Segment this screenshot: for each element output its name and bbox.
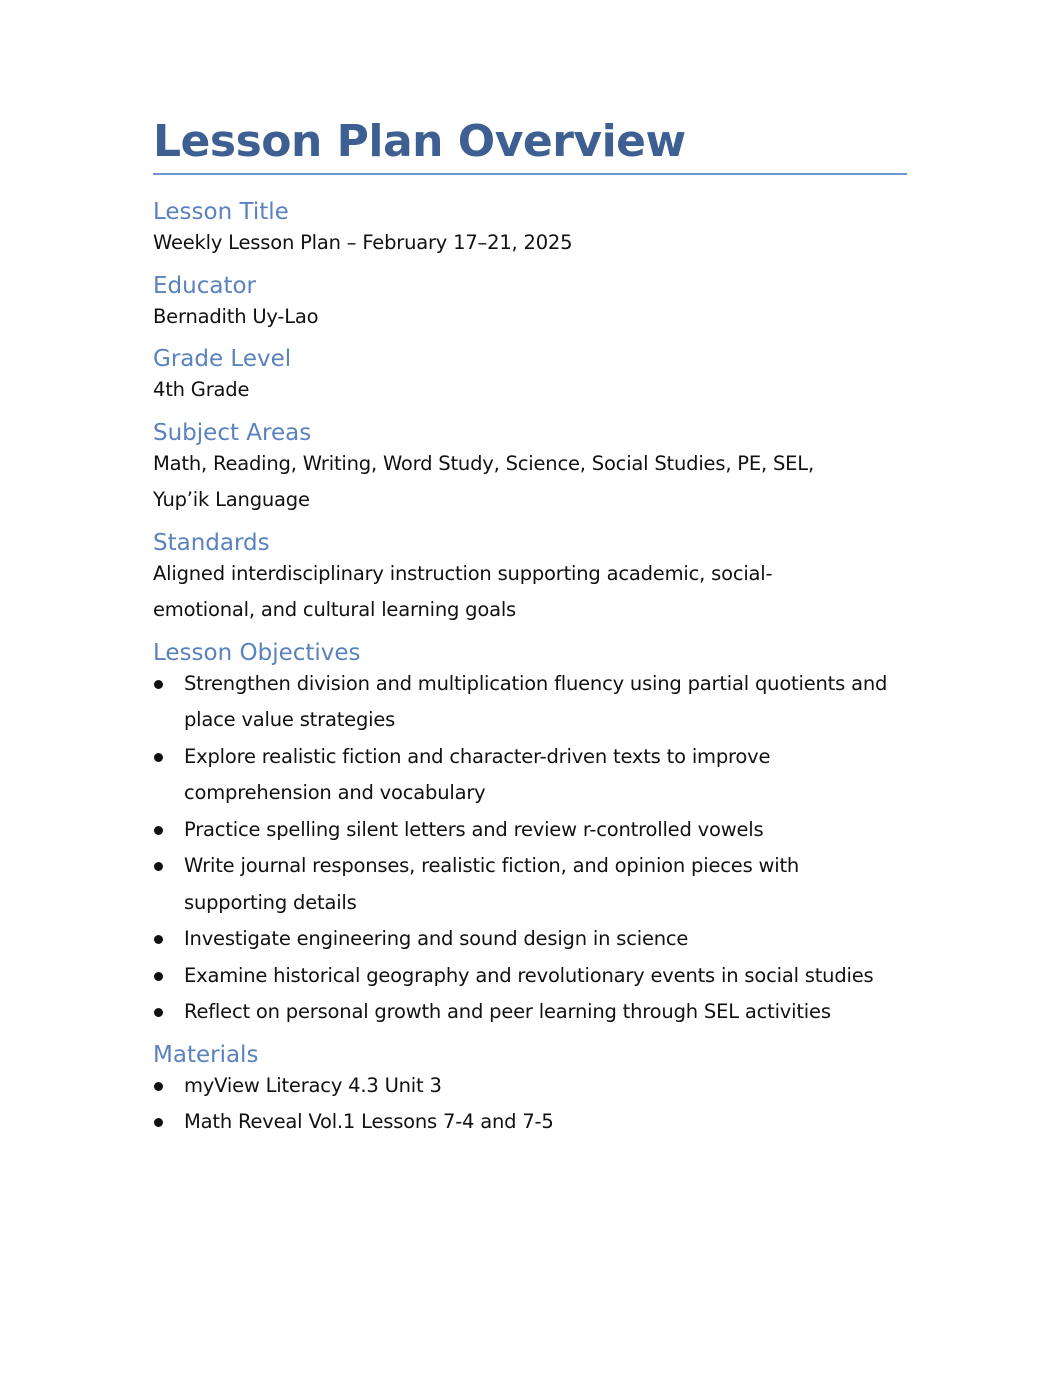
- section-educator: [153, 271, 907, 336]
- bullet-icon: [154, 826, 163, 835]
- section-heading: Educator: [153, 272, 256, 299]
- list-item-text: Reflect on personal growth and peer learning through SEL activities: [184, 1000, 831, 1023]
- bullet-icon: [154, 1118, 163, 1127]
- list-item-text: Practice spelling silent letters and review r-controlled vowels: [184, 817, 764, 841]
- section-subject-areas: [153, 418, 907, 519]
- section-heading: Materials: [153, 1041, 259, 1068]
- list-item-text: Strengthen division and multiplication fluency using partial quotients and place value strategies: [184, 671, 888, 731]
- bullet-icon: [154, 972, 163, 981]
- objectives-list: [153, 666, 907, 1031]
- section-body: Aligned interdisciplinary instruction supporting academic, social-emotional, and cultural learning goals: [153, 561, 773, 621]
- page-title: Lesson Plan Overview: [153, 116, 686, 167]
- section-standards: [153, 528, 907, 629]
- section-grade-level: [153, 344, 907, 409]
- section-lesson-title: [153, 197, 907, 262]
- list-item-text: Write journal responses, realistic fiction, and opinion pieces with supporting details: [184, 854, 800, 914]
- bullet-icon: [154, 680, 163, 689]
- section-body: 4th Grade: [153, 378, 250, 401]
- bullet-icon: [154, 1008, 163, 1017]
- section-body: Math, Reading, Writing, Word Study, Science, Social Studies, PE, SEL, Yup’ik Language: [153, 451, 814, 511]
- list-item: [153, 812, 907, 849]
- materials-list: [153, 1068, 907, 1141]
- list-item: [153, 1068, 907, 1105]
- section-materials: [153, 1040, 907, 1141]
- list-item: [153, 848, 907, 921]
- bullet-icon: [154, 935, 163, 944]
- list-item: [153, 666, 907, 739]
- list-item: [153, 739, 907, 812]
- list-item-text: Investigate engineering and sound design in science: [184, 927, 689, 950]
- section-heading: Grade Level: [153, 346, 292, 372]
- section-body: Weekly Lesson Plan – February 17–21, 2025: [153, 231, 573, 254]
- list-item: [153, 994, 907, 1031]
- list-item-text: Math Reveal Vol.1 Lessons 7-4 and 7-5: [184, 1110, 554, 1133]
- document-page: [153, 112, 907, 1141]
- section-heading: Standards: [153, 529, 270, 556]
- list-item: [153, 958, 907, 995]
- section-lesson-objectives: [153, 638, 907, 1031]
- title-divider: [153, 173, 907, 175]
- list-item-text: Explore realistic fiction and character-driven texts to improve comprehension and vocabulary: [184, 744, 771, 804]
- list-item-text: myView Literacy 4.3 Unit 3: [184, 1073, 442, 1097]
- section-heading: Subject Areas: [153, 419, 312, 446]
- section-heading: Lesson Objectives: [153, 639, 361, 666]
- bullet-icon: [154, 862, 163, 871]
- list-item-text: Examine historical geography and revolutionary events in social studies: [184, 963, 874, 987]
- list-item: [153, 1104, 907, 1141]
- section-heading: Lesson Title: [153, 199, 289, 225]
- bullet-icon: [154, 753, 163, 762]
- section-body: Bernadith Uy-Lao: [153, 304, 319, 328]
- bullet-icon: [154, 1082, 163, 1091]
- list-item: [153, 921, 907, 958]
